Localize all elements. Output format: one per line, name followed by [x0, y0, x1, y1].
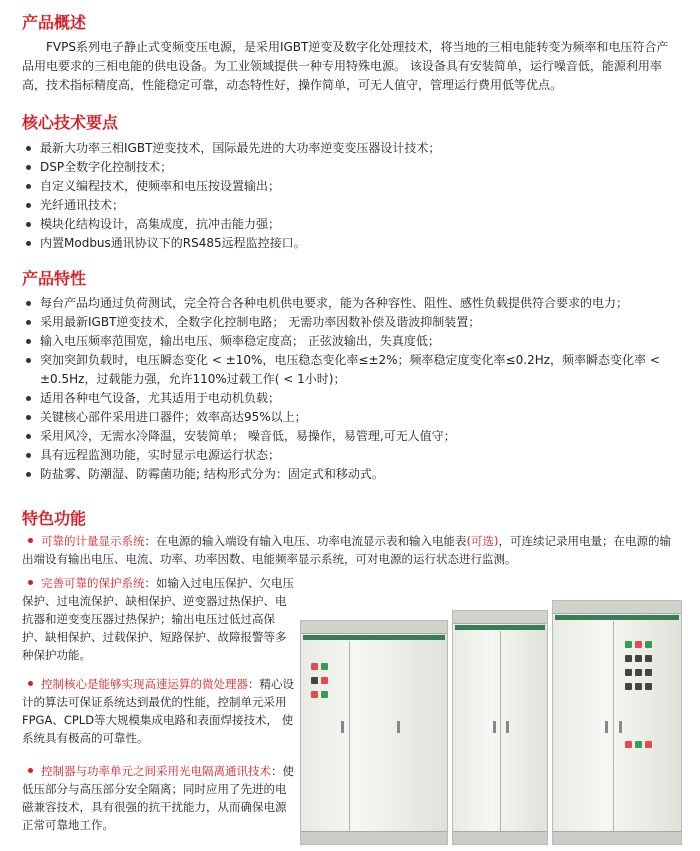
bullet-icon: [28, 681, 33, 686]
overview-title: 产品概述: [22, 13, 87, 32]
list-item: DSP全数字化控制技术；: [22, 158, 672, 177]
bullet-icon: [26, 434, 31, 439]
list-item: 输入电压频率范围宽，输出电压、频率稳定度高； 正弦波输出，失真度低；: [22, 332, 672, 351]
list-item: 自定义编程技术，使频率和电压按设置输出；: [22, 177, 672, 196]
list-item: 具有远程监测功能，实时显示电源运行状态；: [22, 446, 672, 465]
special-feature-processor: 控制核心是能够实现高速运算的微处理器：精心设计的算法可保证系统达到最优的性能，控制单元采用FPGA、CPLD等大规模集成电路和表面焊接技术， 使系统具有极高的可靠性。: [22, 677, 294, 745]
list-item: 采用最新IGBT逆变技术，全数字化控制电路； 无需功率因数补偿及谐波抑制装置；: [22, 313, 672, 332]
bullet-icon: [26, 320, 31, 325]
bullet-icon: [26, 453, 31, 458]
cabinet-right: [552, 600, 682, 845]
bullet-icon: [28, 538, 33, 543]
bullet-icon: [26, 146, 31, 151]
bullet-icon: [26, 339, 31, 344]
list-item: 光纤通讯技术；: [22, 196, 672, 215]
bullet-icon: [26, 415, 31, 420]
list-item: 适用各种电气设备，尤其适用于电动机负载；: [22, 389, 672, 408]
list-item: 模块化结构设计，高集成度，抗冲击能力强；: [22, 215, 672, 234]
special-title: 特色功能: [22, 509, 87, 528]
list-item: 每台产品均通过负荷测试，完全符合各种电机供电要求，能为各种容性、阻性、感性负载提供符合要求的电力；: [22, 294, 672, 313]
bullet-icon: [26, 396, 31, 401]
bullet-icon: [26, 472, 31, 477]
list-item: 突加突卸负载时，电压瞬态变化 < ±10%，电压稳态变化率≤±2%；频率稳定度变化率≤0.2Hz，频率瞬态变化率 < ±0.5Hz，过载能力强，允许110%过载工作( < 1小时)；: [22, 351, 672, 389]
cabinet-left: [300, 620, 448, 845]
bullet-icon: [26, 184, 31, 189]
bullet-icon: [26, 241, 31, 246]
bullet-icon: [26, 301, 31, 306]
core-tech-title: 核心技术要点: [22, 113, 119, 132]
features-title: 产品特性: [22, 269, 87, 288]
cabinet-middle: [452, 610, 548, 845]
bullet-icon: [28, 580, 33, 585]
special-feature-optical: 控制器与功率单元之间采用光电隔离通讯技术：使低压部分与高压部分安全隔离；同时应用了先进的电磁兼容技术，具有很强的抗干扰能力，从而确保电源正常可靠地工作。: [22, 764, 294, 832]
list-item: 最新大功率三相IGBT逆变技术，国际最先进的大功率逆变变压器设计技术；: [22, 139, 672, 158]
bullet-icon: [26, 203, 31, 208]
special-feature-metering: 可靠的计量显示系统：在电源的输入端设有输入电压、功率电流显示表和输入电能表(可选)，可连续记录用电量；在电源的输出端设有输出电压、电流、功率、功率因数、电能频率显示系统，可对电源的运行状态进行监测。: [22, 534, 671, 566]
list-item: 防盐雾、防潮湿、防霉菌功能; 结构形式分为：固定式和移动式。: [22, 465, 672, 484]
bullet-icon: [28, 768, 33, 773]
list-item: 内置Modbus通讯协议下的RS485远程监控接口。: [22, 234, 672, 253]
special-feature-protection: 完善可靠的保护系统：如输入过电压保护、欠电压保护、过电流保护、缺相保护、逆变器过热保护、电抗器和逆变变压器过热保护；输出电压过低过高保护、缺相保护、过载保护、短路保护、故障报警等多种保护功能。: [22, 576, 294, 662]
power-cabinet-illustration: [300, 590, 690, 845]
bullet-icon: [26, 222, 31, 227]
core-tech-list: [22, 139, 672, 253]
bullet-icon: [26, 165, 31, 170]
bullet-icon: [26, 358, 31, 363]
list-item: 关键核心部件采用进口器件；效率高达95%以上；: [22, 408, 672, 427]
list-item: 采用风冷，无需水冷降温，安装简单； 噪音低，易操作，易管理,可无人值守；: [22, 427, 672, 446]
overview-body: FVPS系列电子静止式变频变压电源，是采用IGBT逆变及数字化处理技术，将当地的三相电能转变为频率和电压符合产品用电要求的三相电能的供电设备。为工业领域提供一种专用特殊电源。 该设备具有安装简单，运行噪音低，能源利用率高，技术指标精度高，性能稳定可靠，动态特性好，操作简单，可无人值守，管理运行费用低等优点。: [22, 40, 669, 92]
features-list: [22, 294, 672, 484]
